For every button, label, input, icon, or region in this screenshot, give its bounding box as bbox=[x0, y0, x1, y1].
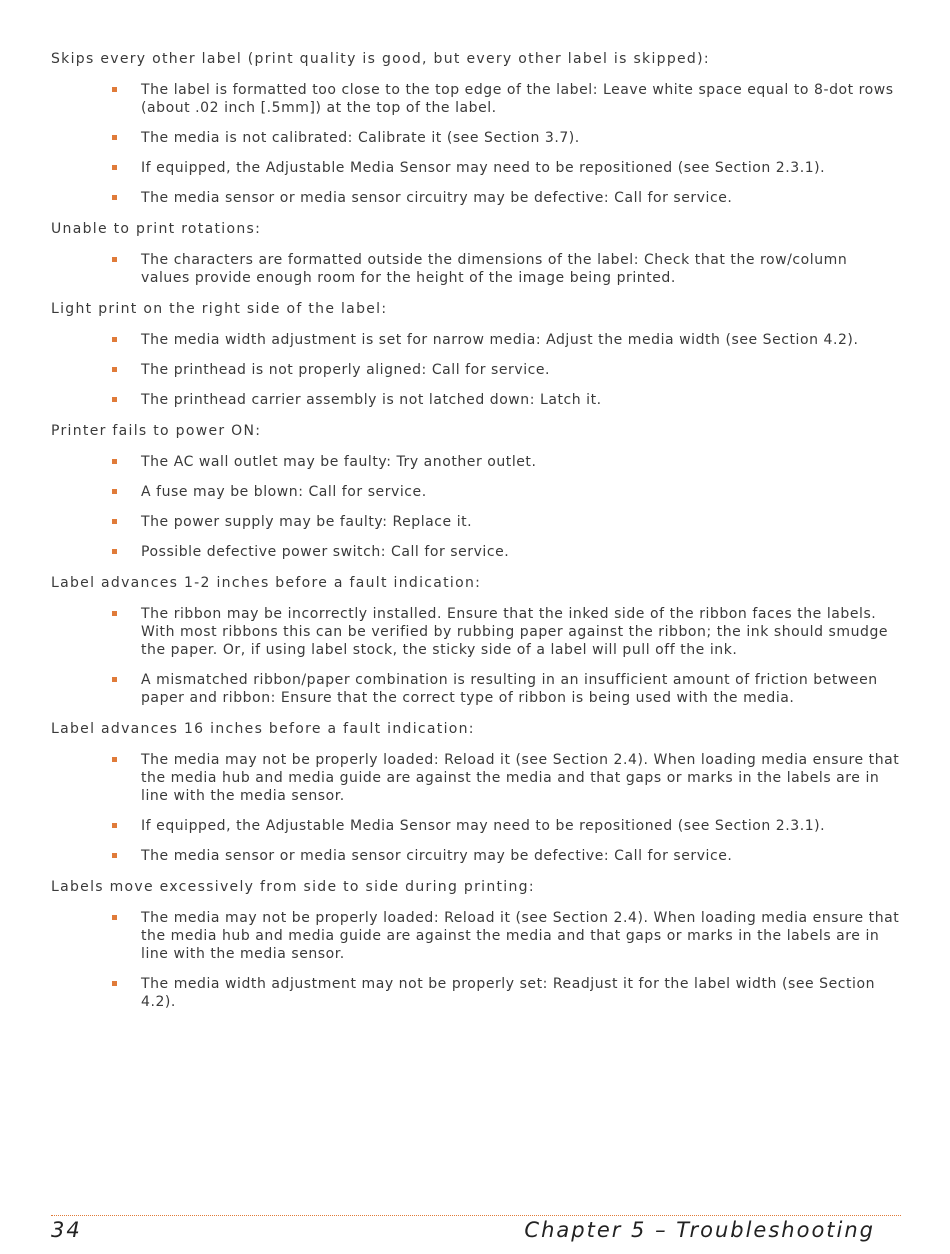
square-bullet-icon bbox=[112, 489, 117, 494]
list-item bbox=[51, 483, 901, 501]
list-item-text: A mismatched ribbon/paper combination is resulting in an insufficient amount of friction between paper and ribbon: Ensure that the correct type of ribbon is being used with the media. bbox=[141, 672, 878, 706]
list-item bbox=[51, 391, 901, 409]
list-item-text: The media is not calibrated: Calibrate it (see Section 3.7). bbox=[141, 130, 580, 146]
list-item bbox=[51, 189, 901, 207]
list-item-text: Possible defective power switch: Call for service. bbox=[141, 544, 510, 560]
list-item bbox=[51, 361, 901, 379]
square-bullet-icon bbox=[112, 195, 117, 200]
section-heading: Label advances 1-2 inches before a fault indication: bbox=[51, 575, 482, 591]
list-item-text: A fuse may be blown: Call for service. bbox=[141, 484, 427, 500]
square-bullet-icon bbox=[112, 135, 117, 140]
square-bullet-icon bbox=[112, 981, 117, 986]
list-item-text: If equipped, the Adjustable Media Sensor may need to be repositioned (see Section 2.3.1). bbox=[141, 160, 826, 176]
list-item-text: The printhead carrier assembly is not latched down: Latch it. bbox=[141, 392, 602, 408]
section-heading: Light print on the right side of the label: bbox=[51, 301, 388, 317]
bullet-list bbox=[51, 909, 901, 1011]
list-item bbox=[51, 331, 901, 349]
page-number: 34 bbox=[51, 1218, 82, 1242]
bullet-list bbox=[51, 251, 901, 287]
list-item bbox=[51, 159, 901, 177]
square-bullet-icon bbox=[112, 367, 117, 372]
square-bullet-icon bbox=[112, 677, 117, 682]
square-bullet-icon bbox=[112, 853, 117, 858]
list-item bbox=[51, 817, 901, 835]
square-bullet-icon bbox=[112, 757, 117, 762]
list-item bbox=[51, 605, 901, 659]
square-bullet-icon bbox=[112, 549, 117, 554]
chapter-title: Chapter 5 – Troubleshooting bbox=[524, 1218, 875, 1242]
bullet-list bbox=[51, 331, 901, 409]
square-bullet-icon bbox=[112, 87, 117, 92]
list-item-text: The media width adjustment may not be properly set: Readjust it for the label width (see Section 4.2). bbox=[141, 976, 876, 1010]
list-item-text: The printhead is not properly aligned: Call for service. bbox=[141, 362, 551, 378]
list-item-text: The media sensor or media sensor circuitry may be defective: Call for service. bbox=[141, 190, 733, 206]
square-bullet-icon bbox=[112, 823, 117, 828]
troubleshooting-section bbox=[51, 574, 901, 707]
bullet-list bbox=[51, 81, 901, 207]
list-item-text: The power supply may be faulty: Replace it. bbox=[141, 514, 473, 530]
section-heading: Printer fails to power ON: bbox=[51, 423, 262, 439]
list-item bbox=[51, 671, 901, 707]
list-item-text: The media width adjustment is set for narrow media: Adjust the media width (see Section 4.2). bbox=[141, 332, 859, 348]
list-item-text: The characters are formatted outside the dimensions of the label: Check that the row/column values provide enough room for the height of the image being printed. bbox=[141, 252, 848, 286]
list-item bbox=[51, 975, 901, 1011]
list-item-text: The media may not be properly loaded: Reload it (see Section 2.4). When loading media ensure that the media hub and media guide are against the media and that gaps or marks in the labels are in line with the media sensor. bbox=[141, 910, 900, 962]
list-item bbox=[51, 81, 901, 117]
list-item-text: The ribbon may be incorrectly installed. Ensure that the inked side of the ribbon faces the labels. With most ribbons this can be verified by rubbing paper against the ribbon; the ink should smudge the paper. Or, if using label stock, the sticky side of a label will pull off the ink. bbox=[141, 606, 889, 658]
bullet-list bbox=[51, 605, 901, 707]
square-bullet-icon bbox=[112, 459, 117, 464]
bullet-list bbox=[51, 751, 901, 865]
list-item bbox=[51, 909, 901, 963]
list-item-text: The media sensor or media sensor circuitry may be defective: Call for service. bbox=[141, 848, 733, 864]
list-item bbox=[51, 543, 901, 561]
list-item bbox=[51, 847, 901, 865]
square-bullet-icon bbox=[112, 915, 117, 920]
section-heading: Skips every other label (print quality is good, but every other label is skipped): bbox=[51, 51, 710, 67]
list-item bbox=[51, 513, 901, 531]
square-bullet-icon bbox=[112, 611, 117, 616]
square-bullet-icon bbox=[112, 519, 117, 524]
list-item-text: The AC wall outlet may be faulty: Try another outlet. bbox=[141, 454, 537, 470]
footer-divider bbox=[51, 1215, 901, 1216]
list-item bbox=[51, 251, 901, 287]
troubleshooting-section bbox=[51, 422, 901, 561]
square-bullet-icon bbox=[112, 397, 117, 402]
list-item-text: The label is formatted too close to the top edge of the label: Leave white space equal to 8-dot rows (about .02 inch [.5mm]) at the top of the label. bbox=[141, 82, 894, 116]
section-heading: Label advances 16 inches before a fault indication: bbox=[51, 721, 475, 737]
section-heading: Unable to print rotations: bbox=[51, 221, 262, 237]
troubleshooting-section bbox=[51, 878, 901, 1011]
list-item bbox=[51, 129, 901, 147]
list-item bbox=[51, 453, 901, 471]
troubleshooting-section bbox=[51, 50, 901, 207]
troubleshooting-section bbox=[51, 300, 901, 409]
troubleshooting-section bbox=[51, 720, 901, 865]
section-heading: Labels move excessively from side to side during printing: bbox=[51, 879, 535, 895]
list-item-text: The media may not be properly loaded: Reload it (see Section 2.4). When loading media ensure that the media hub and media guide are against the media and that gaps or marks in the labels are in line with the media sensor. bbox=[141, 752, 900, 804]
square-bullet-icon bbox=[112, 257, 117, 262]
bullet-list bbox=[51, 453, 901, 561]
list-item-text: If equipped, the Adjustable Media Sensor may need to be repositioned (see Section 2.3.1). bbox=[141, 818, 826, 834]
troubleshooting-section bbox=[51, 220, 901, 287]
page-content bbox=[51, 50, 901, 1024]
list-item bbox=[51, 751, 901, 805]
square-bullet-icon bbox=[112, 337, 117, 342]
square-bullet-icon bbox=[112, 165, 117, 170]
